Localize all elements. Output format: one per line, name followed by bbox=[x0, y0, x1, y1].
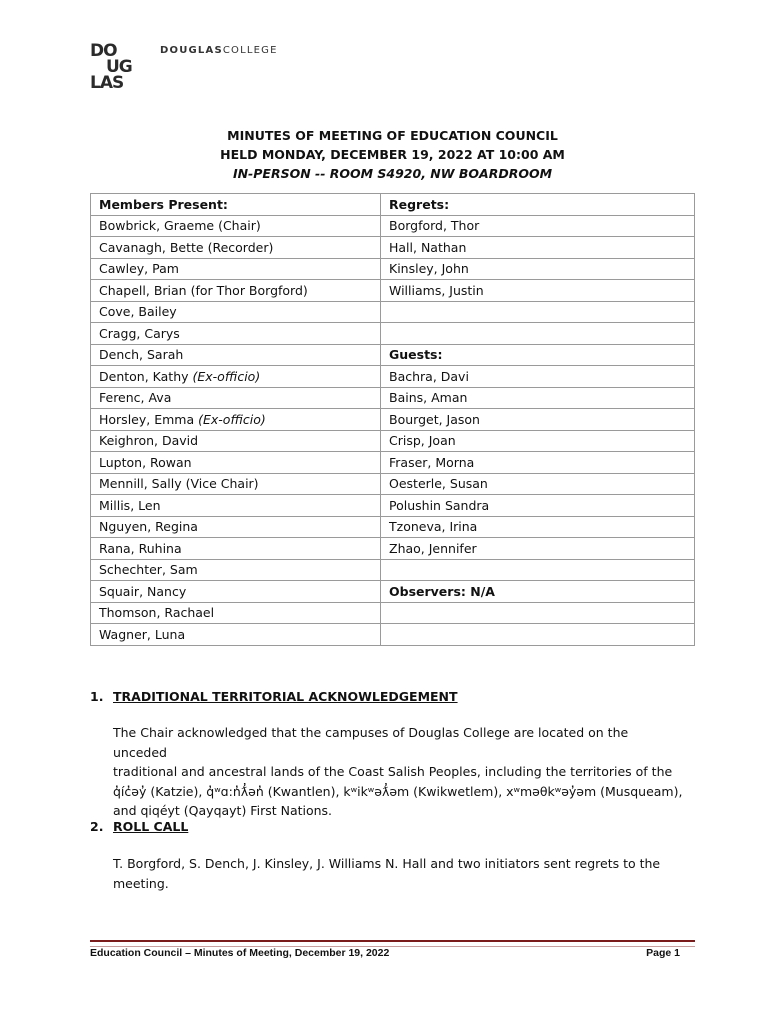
attendance-row bbox=[91, 323, 695, 345]
regret-guest-cell: Williams, Justin bbox=[381, 280, 695, 302]
member-name-cell bbox=[91, 215, 381, 237]
member-name-cell bbox=[91, 495, 381, 517]
member-name: Cragg, Carys bbox=[99, 325, 180, 341]
logo-mark-line1: DO bbox=[90, 41, 117, 61]
attendance-row bbox=[91, 516, 695, 538]
member-name: Cove, Bailey bbox=[99, 304, 177, 320]
member-name: Nguyen, Regina bbox=[99, 519, 198, 535]
subsection-header-cell: Guests: bbox=[381, 344, 695, 366]
heading-line2: HELD MONDAY, DECEMBER 19, 2022 AT 10:00 AM bbox=[220, 147, 565, 162]
regret-guest-cell bbox=[381, 301, 695, 323]
member-name-cell bbox=[91, 366, 381, 388]
attendance-row bbox=[91, 624, 695, 646]
body-line: and qiqéyt (Qayqayt) First Nations. bbox=[113, 803, 333, 818]
attendance-row bbox=[91, 215, 695, 237]
member-name-cell bbox=[91, 602, 381, 624]
logo-mark-line2: UG bbox=[106, 57, 132, 77]
regrets-header: Regrets: bbox=[381, 194, 695, 216]
member-name-cell bbox=[91, 473, 381, 495]
footer-title: Education Council – Minutes of Meeting, December 19, 2022 bbox=[90, 947, 390, 959]
attendance-row bbox=[91, 473, 695, 495]
member-name-cell bbox=[91, 301, 381, 323]
member-name-cell bbox=[91, 559, 381, 581]
regret-guest-cell: Zhao, Jennifer bbox=[381, 538, 695, 560]
attendance-row bbox=[91, 258, 695, 280]
regret-guest-cell: Oesterle, Susan bbox=[381, 473, 695, 495]
attendance-row bbox=[91, 366, 695, 388]
attendance-row bbox=[91, 280, 695, 302]
member-name-cell bbox=[91, 538, 381, 560]
footer-rule bbox=[90, 940, 695, 947]
section-number: 2. bbox=[90, 819, 104, 834]
body-line: traditional and ancestral lands of the Coast Salish Peoples, including the territories of the bbox=[113, 764, 673, 779]
member-name: Wagner, Luna bbox=[99, 626, 186, 642]
regret-guest-cell bbox=[381, 559, 695, 581]
member-name-cell bbox=[91, 323, 381, 345]
member-name: Thomson, Rachael bbox=[99, 605, 215, 621]
member-name: Rana, Ruhina bbox=[99, 540, 182, 556]
attendance-header-row bbox=[91, 194, 695, 216]
member-name: Chapell, Brian (for Thor Borgford) bbox=[99, 282, 308, 298]
member-name: Horsley, Emma bbox=[99, 411, 195, 427]
attendance-row bbox=[91, 409, 695, 431]
member-name: Millis, Len bbox=[99, 497, 161, 513]
member-name-cell bbox=[91, 452, 381, 474]
attendance-row bbox=[91, 301, 695, 323]
wordmark-bold: DOUGLAS bbox=[160, 45, 223, 56]
member-name-cell bbox=[91, 430, 381, 452]
member-name-cell bbox=[91, 581, 381, 603]
douglas-logo-mark bbox=[90, 41, 132, 93]
member-name: Denton, Kathy bbox=[99, 368, 189, 384]
regret-guest-cell bbox=[381, 624, 695, 646]
member-name-cell bbox=[91, 258, 381, 280]
member-name: Squair, Nancy bbox=[99, 583, 187, 599]
member-name: Keighron, David bbox=[99, 433, 199, 449]
regret-guest-cell: Crisp, Joan bbox=[381, 430, 695, 452]
section-1-body bbox=[113, 723, 683, 821]
logo-mark-line3: LAS bbox=[90, 73, 124, 93]
attendance-row bbox=[91, 538, 695, 560]
regret-guest-cell: Bourget, Jason bbox=[381, 409, 695, 431]
college-wordmark bbox=[160, 45, 278, 56]
section-2-heading bbox=[90, 819, 690, 834]
section-1-heading bbox=[90, 689, 690, 704]
regret-guest-cell: Tzoneva, Irina bbox=[381, 516, 695, 538]
regret-guest-cell bbox=[381, 323, 695, 345]
section-2-body bbox=[113, 854, 683, 893]
member-name: Mennill, Sally (Vice Chair) bbox=[99, 476, 259, 492]
wordmark-light: COLLEGE bbox=[222, 45, 278, 56]
member-name: Ferenc, Ava bbox=[99, 390, 172, 406]
attendance-row bbox=[91, 430, 695, 452]
document-heading bbox=[90, 126, 695, 183]
regret-guest-cell bbox=[381, 602, 695, 624]
regret-guest-cell: Bains, Aman bbox=[381, 387, 695, 409]
attendance-row bbox=[91, 495, 695, 517]
attendance-table bbox=[90, 193, 695, 646]
subsection-header-cell: Observers: N/A bbox=[381, 581, 695, 603]
heading-line3: IN-PERSON -- ROOM S4920, NW BOARDROOM bbox=[232, 166, 553, 181]
attendance-row bbox=[91, 452, 695, 474]
member-name: Cawley, Pam bbox=[99, 261, 179, 277]
section-number: 1. bbox=[90, 689, 104, 704]
body-line: meeting. bbox=[113, 875, 169, 891]
regret-guest-cell: Fraser, Morna bbox=[381, 452, 695, 474]
member-name: Lupton, Rowan bbox=[99, 454, 192, 470]
member-name: Bowbrick, Graeme (Chair) bbox=[99, 218, 261, 234]
regret-guest-cell: Borgford, Thor bbox=[381, 215, 695, 237]
member-name-cell bbox=[91, 344, 381, 366]
regret-guest-cell: Bachra, Davi bbox=[381, 366, 695, 388]
page-number: Page 1 bbox=[646, 947, 680, 959]
regret-guest-cell: Polushin Sandra bbox=[381, 495, 695, 517]
member-name: Schechter, Sam bbox=[99, 562, 198, 578]
member-name: Dench, Sarah bbox=[99, 347, 184, 363]
heading-line1: MINUTES OF MEETING OF EDUCATION COUNCIL bbox=[227, 128, 558, 143]
regret-guest-cell: Hall, Nathan bbox=[381, 237, 695, 259]
member-name-cell bbox=[91, 237, 381, 259]
member-name-cell bbox=[91, 280, 381, 302]
member-role-note: (Ex-officio) bbox=[198, 411, 266, 427]
attendance-row bbox=[91, 559, 695, 581]
member-role-note: (Ex-officio) bbox=[192, 368, 261, 384]
attendance-row bbox=[91, 602, 695, 624]
regret-guest-cell: Kinsley, John bbox=[381, 258, 695, 280]
section-title: TRADITIONAL TERRITORIAL ACKNOWLEDGEMENT bbox=[113, 689, 458, 704]
section-title: ROLL CALL bbox=[113, 819, 189, 834]
members-present-header: Members Present: bbox=[91, 194, 381, 216]
member-name: Cavanagh, Bette (Recorder) bbox=[99, 239, 274, 255]
body-line: T. Borgford, S. Dench, J. Kinsley, J. Williams N. Hall and two initiators sent regrets to the bbox=[113, 856, 661, 871]
member-name-cell bbox=[91, 409, 381, 431]
attendance-row bbox=[91, 344, 695, 366]
attendance-row bbox=[91, 581, 695, 603]
body-line: The Chair acknowledged that the campuses of Douglas College are located on the unceded bbox=[113, 725, 629, 760]
member-name-cell bbox=[91, 516, 381, 538]
body-line: q̓íc̓əy̓ (Katzie), q̓ʷɑ:n̓ƛ̓ən̓ (Kwantlen), kʷikʷəƛ̓əm (Kwikwetlem), xʷməθkʷəy̓əm (Musqueam), bbox=[113, 783, 683, 799]
member-name-cell bbox=[91, 624, 381, 646]
member-name-cell bbox=[91, 387, 381, 409]
attendance-row bbox=[91, 237, 695, 259]
attendance-row bbox=[91, 387, 695, 409]
